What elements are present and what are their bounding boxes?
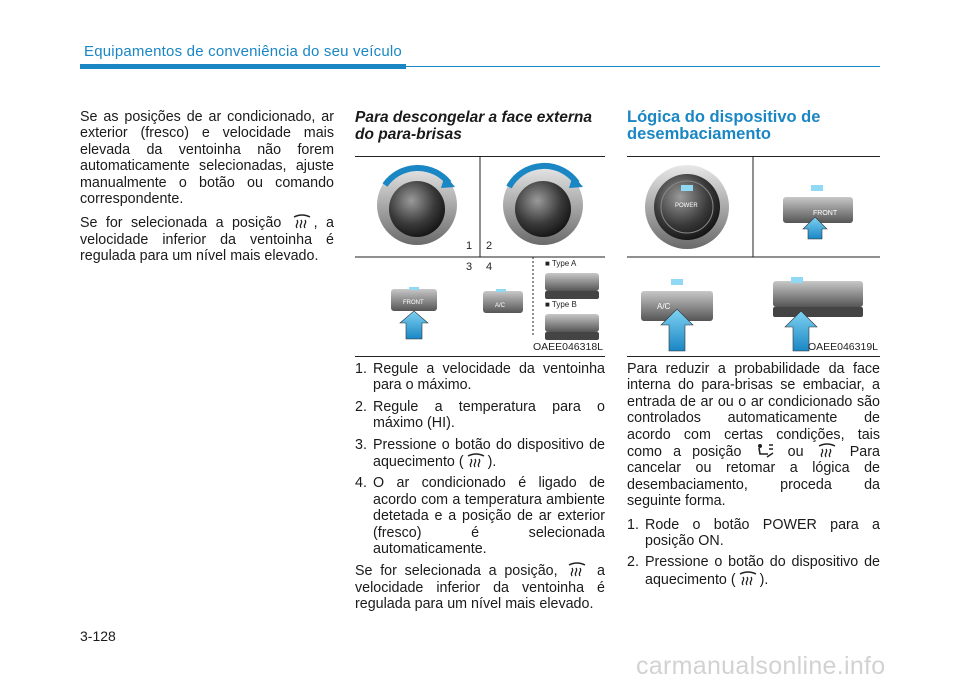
defrost-icon (567, 562, 587, 578)
defrost-outside-title: Para descongelar a face externa do para-brisas (355, 109, 592, 143)
svg-text:FRONT: FRONT (813, 210, 838, 217)
right-step-2: 2. Pressione o botão do dispositivo de aquecimento ( ). (627, 554, 880, 588)
page-number: 3-128 (80, 628, 116, 644)
defrost-icon (738, 571, 758, 587)
left-column (80, 109, 334, 272)
label-2: 2 (486, 240, 493, 252)
figure-illustration (355, 157, 605, 356)
left-paragraph-2: Se for selecionada a posição , a velocidade inferior da ventoinha é regulada para um nível mais elevado. (80, 215, 334, 265)
watermark: carmanualsonline.info (636, 652, 886, 680)
defrost-icon (466, 453, 486, 469)
header-rule (406, 66, 880, 67)
figure-defrost-outside (355, 156, 605, 357)
type-b-label: ■ Type B (545, 300, 577, 309)
step-3: 3. Pressione o botão do dispositivo de aquecimento ( ). (355, 436, 605, 471)
defrost-icon (817, 443, 837, 459)
step-4: 4. O ar condicionado é ligado de acordo com a temperatura ambiente detetada e a posição de ar exterior (fresco) é selecionada automaticamente. (355, 475, 605, 558)
svg-text:A/C: A/C (495, 303, 506, 309)
running-header: Equipamentos de conveniência do seu veículo (84, 43, 402, 60)
svg-text:FRONT: FRONT (403, 300, 424, 306)
svg-text:A/C: A/C (657, 302, 671, 311)
type-a-label: ■ Type A (545, 259, 577, 268)
figure-illustration (627, 157, 880, 356)
middle-column (355, 109, 605, 155)
header-accent-bar (80, 64, 406, 69)
right-paragraph: Para reduzir a probabilidade da face interna do para-brisas se embaciar, a entrada de ar ou o ar condicionado são controlados automaticamente de acordo com certas condições, tais como a posição ou Para cancelar ou retomar a lógica de desembaciamento, proceda da seguinte forma. (627, 361, 880, 510)
defog-logic-title: Lógica do dispositivo de desembaciamento (627, 108, 821, 143)
right-text (627, 361, 880, 593)
figure-code: OAEE046318L (532, 341, 603, 353)
label-3: 3 (466, 261, 473, 273)
step-2: 2. Regule a temperatura para o máximo (HI). (355, 398, 605, 432)
defrost-icon (292, 214, 312, 230)
label-4: 4 (486, 261, 493, 273)
step-1: 1. Regule a velocidade da ventoinha para o máximo. (355, 361, 605, 394)
label-1: 1 (466, 240, 473, 252)
floor-defrost-icon (755, 443, 775, 459)
middle-steps (355, 361, 605, 620)
figure-code: OAEE046319L (807, 341, 878, 353)
middle-note: Se for selecionada a posição, a velocidade inferior da ventoinha é regulada para um nível mais elevado. (355, 563, 605, 613)
left-paragraph-1: Se as posições de ar condicionado, ar exterior (fresco) e velocidade mais elevada da ventoinha não forem automaticamente selecionadas, ajuste manualmente o botão ou comando correspondente. (80, 109, 334, 208)
figure-defog-logic (627, 156, 880, 357)
power-label: POWER (675, 203, 698, 209)
right-column (627, 109, 880, 155)
right-step-1: 1. Rode o botão POWER para a posição ON. (627, 516, 880, 550)
